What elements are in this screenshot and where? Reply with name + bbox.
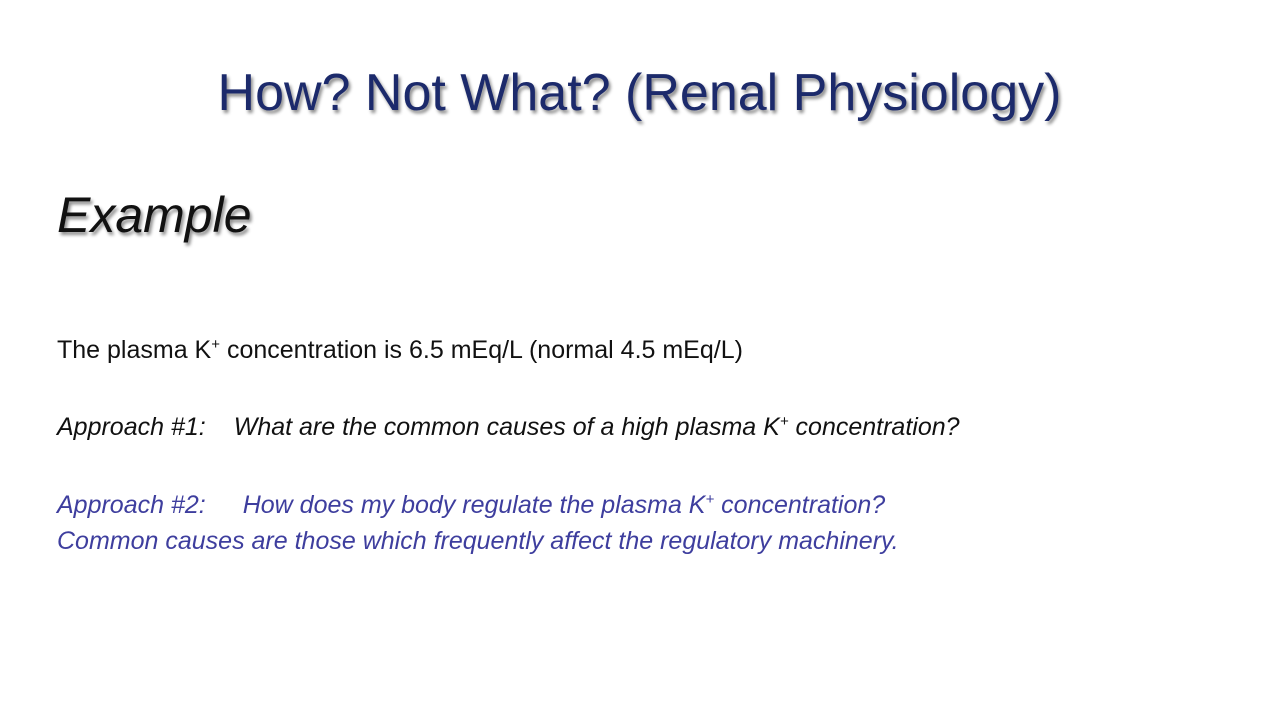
statement-prefix: The plasma K	[57, 336, 212, 364]
approach-1-label: Approach #1:	[57, 413, 206, 441]
potassium-superscript: +	[211, 336, 221, 353]
approach-2-text-prefix: How does my body regulate the plasma K	[242, 491, 706, 519]
statement-suffix: concentration is 6.5 mEq/L (normal 4.5 mEq/L)	[220, 336, 743, 364]
approach-2-line	[57, 488, 885, 522]
common-causes-line: Common causes are those which frequently affect the regulatory machinery.	[57, 527, 899, 555]
potassium-superscript: +	[705, 491, 715, 508]
approach-1-text-prefix: What are the common causes of a high plasma K	[233, 413, 780, 441]
approach-1-text-suffix: concentration?	[788, 413, 960, 441]
statement-line	[57, 333, 743, 367]
approach-2-text-suffix: concentration?	[714, 491, 886, 519]
approach-2-label: Approach #2:	[57, 491, 206, 519]
slide-subtitle: Example	[57, 187, 252, 243]
slide-title: How? Not What? (Renal Physiology)	[217, 64, 1062, 122]
approach-1-line	[57, 410, 960, 444]
potassium-superscript: +	[779, 413, 789, 430]
